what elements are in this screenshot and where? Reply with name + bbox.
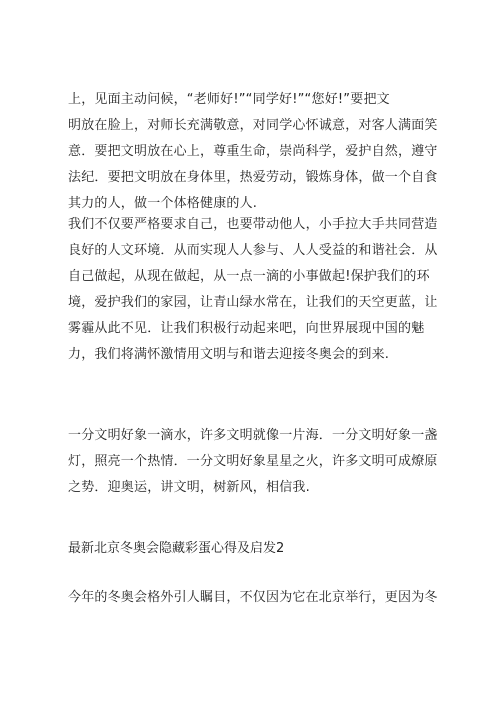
paragraph-olympics-intro	[68, 585, 438, 611]
text-line: 一分文明好象一滴水，许多文明就像一片海．一分文明好象一盏	[68, 428, 438, 443]
paragraph-civility-manners	[68, 87, 438, 217]
text-line: 法纪．要把文明放在身体里，热爱劳动，锻炼身体，做一个自食	[68, 170, 438, 185]
paragraph-lead-others	[68, 212, 438, 368]
text-line: 其力的人，做一个体格健康的人.	[68, 196, 258, 211]
text-line: 雾霾从此不见．让我们积极行动起来吧，向世界展现中国的魅	[68, 321, 425, 336]
text-line: 今年的冬奥会格外引人瞩目，不仅因为它在北京举行，更因为冬	[68, 590, 438, 605]
text-line: 良好的人文环境．从而实现人人参与、人人受益的和谐社会．从	[68, 243, 438, 258]
text-line: 上，见面主动问候，“老师好!”“同学好!”“您好!”要把文	[68, 92, 390, 107]
text-line: 自己做起，从现在做起，从一点一滴的小事做起!保护我们的环	[68, 269, 430, 284]
text-line: 之势．迎奥运，讲文明，树新风，相信我.	[68, 480, 310, 495]
text-line: 明放在脸上，对师长充满敬意，对同学心怀诚意，对客人满面笑	[68, 118, 438, 133]
text-line: 我们不仅要严格要求自己，也要带动他人，小手拉大手共同营造	[68, 217, 438, 232]
section-heading: 最新北京冬奥会隐藏彩蛋心得及启发2	[68, 541, 285, 556]
text-line: 力，我们将满怀激情用文明与和谐去迎接冬奥会的到来.	[68, 347, 390, 362]
text-line: 灯，照亮一个热情．一分文明好象星星之火，许多文明可成燎原	[68, 454, 438, 469]
text-line: 境，爱护我们的家园，让青山绿水常在，让我们的天空更蓝，让	[68, 295, 438, 310]
paragraph-civility-metaphor	[68, 423, 438, 501]
text-line: 意．要把文明放在心上，尊重生命，崇尚科学，爱护自然，遵守	[68, 144, 438, 159]
